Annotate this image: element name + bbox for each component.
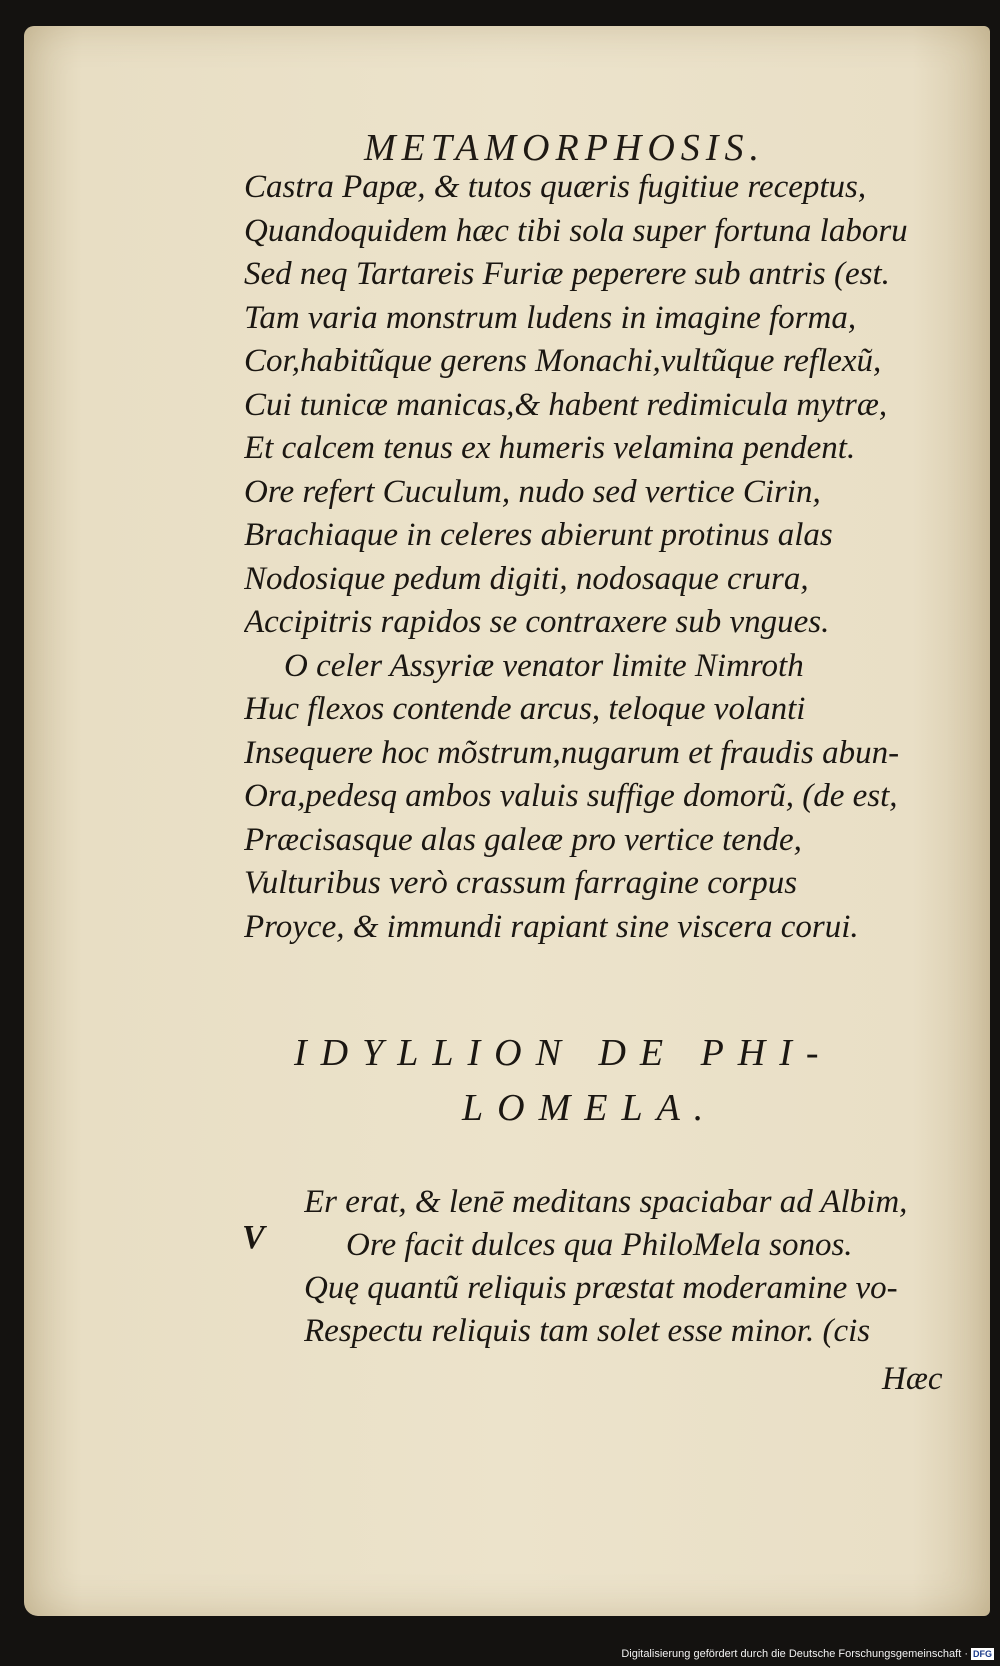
section-title-line2: LOMELA. — [462, 1087, 718, 1129]
verse-line: Præcisasque alas galeæ pro vertice tende, — [244, 821, 802, 858]
verse-line: Cui tunicæ manicas,& habent redimicula mytræ, — [244, 386, 888, 423]
digitization-credit — [621, 1648, 994, 1664]
verse-line: Sed neq Tartareis Furiæ peperere sub antris (est. — [244, 256, 890, 292]
book-page — [24, 26, 990, 1616]
verse-line: Ora,pedesq ambos valuis suffige domorũ, (de est, — [244, 778, 898, 814]
section-title-line1: IDYLLION DE PHI- — [294, 1032, 833, 1074]
verse-line: Quandoquidem hæc tibi sola super fortuna laboru — [244, 212, 908, 249]
verse-line: Castra Papæ, & tutos quæris fugitiue receptus, — [244, 169, 867, 205]
verse-line: Cor,habitũque gerens Monachi,vultũque reflexũ, — [244, 343, 882, 379]
initial-letter: V — [242, 1219, 265, 1256]
idyll-verse-line: Ore facit dulces qua PhiloMela sonos. — [346, 1227, 853, 1263]
dfg-logo-icon: DFG — [973, 1649, 992, 1660]
idyll-verse-list — [304, 1181, 964, 1353]
verse-line: Insequere hoc mõstrum,nugarum et fraudis abun- — [244, 734, 900, 771]
credit-text: Digitalisierung gefördert durch die Deutsche Forschungsgemeinschaft · — [621, 1648, 968, 1660]
running-head: METAMORPHOSIS. — [364, 127, 765, 169]
verse-line: Tam varia monstrum ludens in imagine forma, — [244, 299, 857, 336]
verse-line: Accipitris rapidos se contraxere sub vngues. — [244, 604, 830, 640]
idyll-verse-line: Respectu reliquis tam solet esse minor. (cis — [304, 1313, 871, 1349]
verse-line: Vulturibus verò crassum farragine corpus — [244, 865, 798, 901]
verse-line: Ore refert Cuculum, nudo sed vertice Cirin, — [244, 473, 821, 510]
verse-line: Nodosique pedum digiti, nodosaque crura, — [244, 560, 809, 597]
catchword: Hæc — [882, 1361, 943, 1397]
verse-list — [244, 166, 974, 949]
verse-line: Et calcem tenus ex humeris velamina pendent. — [244, 430, 856, 466]
verse-line: Brachiaque in celeres abierunt protinus alas — [244, 517, 833, 553]
verse-line: Huc flexos contende arcus, teloque volanti — [244, 691, 806, 727]
verse-line: O celer Assyriæ venator limite Nimroth — [284, 647, 804, 684]
idyll-verse-line: Quę quantũ reliquis præstat moderamine vo- — [304, 1270, 898, 1306]
verse-line: Proyce, & immundi rapiant sine viscera corui. — [244, 908, 859, 945]
idyll-verse-line: Er erat, & lenē meditans spaciabar ad Albim, — [304, 1184, 908, 1220]
